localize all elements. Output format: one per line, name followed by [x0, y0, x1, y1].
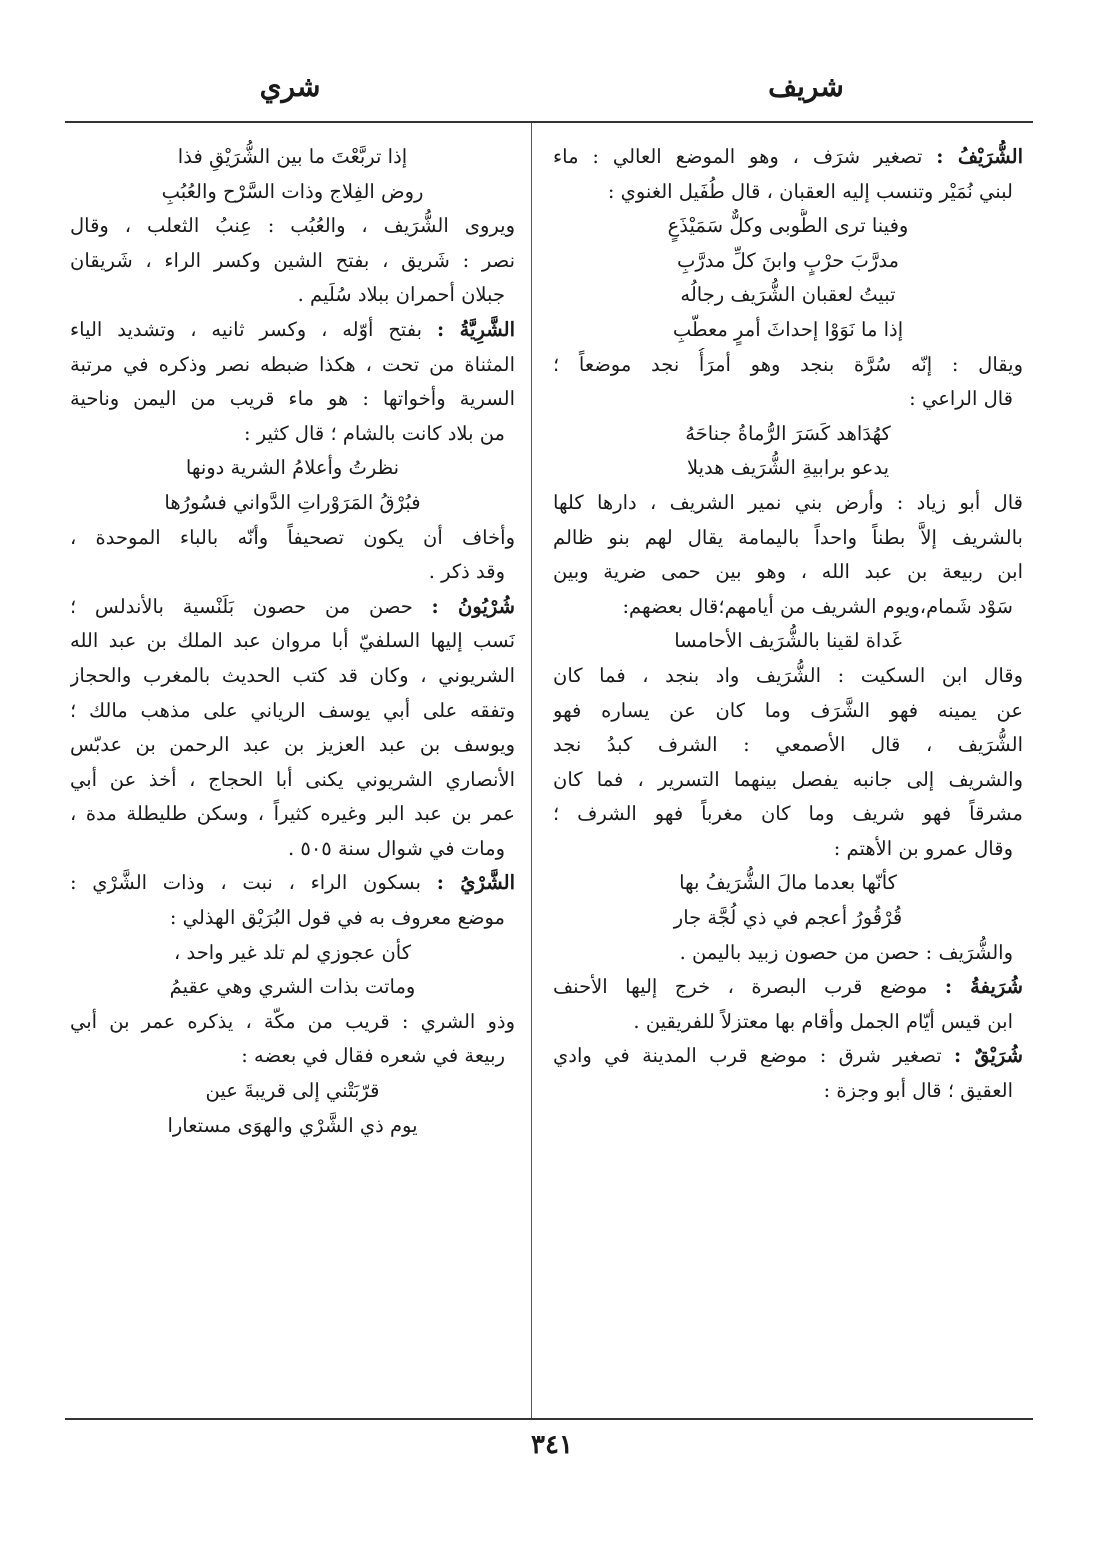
verse-line [70, 1109, 515, 1144]
line-text: الأنصاري الشريوني يكنى أبا الحجاج ، أخذ عن أبي [70, 767, 515, 791]
text-line [553, 832, 1023, 867]
line-text: وقال ابن السكيت : الشُّرَيف واد بنجد ، فما كان [553, 663, 1023, 687]
line-text: كهُدَاهد كَسَرَ الرُّماةُ جناحَهُ [685, 421, 891, 445]
line-text: تصغير شرَف ، وهو الموضع العالي : ماء [553, 145, 937, 168]
top-divider [65, 121, 1033, 123]
text-line [553, 382, 1023, 417]
line-text: قال أبو زياد : وأرض بني نمير الشريف ، دارها كلها [553, 490, 1023, 514]
line-text: وماتت بذات الشري وهي عقيمُ [169, 975, 416, 999]
verse-line [70, 936, 515, 971]
line-text: غَداة لقينا بالشُّرَيف الأحامسا [674, 629, 902, 653]
entry-headword: الشُّرَيْفُ : [936, 145, 1023, 168]
text-line [553, 348, 1023, 383]
verse-line [70, 486, 515, 521]
line-text: وقد ذكر . [428, 560, 505, 584]
line-text: والشُّرَيف : حصن من حصون زبيد باليمن . [679, 940, 1013, 964]
text-line [70, 521, 515, 556]
line-text: ومات في شوال سنة ٥٠٥ . [287, 836, 505, 860]
line-text: عمر بن عبد البر وغيره كثيراً ، وسكن طليطلة مدة ، [70, 802, 515, 826]
entry-line [70, 866, 515, 901]
line-text: روض الفِلاج وذات السَّرْح والعُبُبِ [161, 179, 424, 203]
entry-headword: الشَّرْيُ : [436, 871, 515, 895]
entry-line [553, 970, 1023, 1005]
text-line [553, 555, 1023, 590]
text-line [553, 659, 1023, 694]
text-line [553, 486, 1023, 521]
line-text: نظرتُ وأعلامُ الشرية دونها [185, 456, 400, 480]
line-text: إذا تربَّعْتَ ما بين الشُّرَيْقِ فذا [177, 145, 408, 168]
line-text: وفينا ترى الطُّوبى وكلٌّ سَمَيْذَعٍ [667, 214, 909, 238]
text-line [70, 382, 515, 417]
verse-line [553, 278, 1023, 313]
line-text: وأخاف أن يكون تصحيفاً وأنّه بالباء الموحدة ، [70, 525, 515, 549]
left-running-header: شري [259, 70, 321, 103]
line-text: فبُرْقُ المَرَوْراتِ الدَّواني فسُورُها [164, 490, 421, 514]
left-column [70, 140, 515, 1143]
line-text: مشرقاً فهو شريف وما كان مغرباً فهو الشرف ؛ [553, 802, 1023, 826]
entry-headword: شُرْيُونُ : [431, 594, 515, 618]
text-line [70, 624, 515, 659]
line-text: ربيعة في شعره فقال في بعضه : [241, 1044, 505, 1068]
line-text: بفتح أوّله ، وكسر ثانيه ، وتشديد الياء [70, 317, 437, 341]
bottom-divider [65, 1418, 1033, 1420]
line-text: نصر : شَريق ، بفتح الشين وكسر الراء ، شَريقان [70, 248, 515, 272]
text-line [553, 521, 1023, 556]
line-text: وذو الشري : قريب من مكّة ، يذكره عمر بن أبي [70, 1009, 515, 1033]
text-line [70, 659, 515, 694]
line-text: لبني نُمَيْر وتنسب إليه العقبان ، قال طُفَيل الغنوي : [607, 179, 1013, 203]
line-text: حصن من حصون بَلَنْسية بالأندلس ؛ [70, 594, 432, 618]
line-text: ويوسف بن عبد العزيز بن عبد الرحمن بن عدبّس [70, 733, 515, 757]
text-line [70, 555, 515, 590]
line-text: عن يمينه فهو الشَّرَف وما كان عن يساره فهو [553, 698, 1023, 722]
line-text: تبيتُ لعقبان الشُّرَيف رجالُه [680, 283, 896, 307]
verse-line [70, 140, 515, 175]
text-line [70, 348, 515, 383]
verse-line [553, 244, 1023, 279]
text-line [70, 832, 515, 867]
line-text: السرية وأخواتها : هو ماء قريب من اليمن وناحية [70, 387, 515, 411]
line-text: يوم ذي الشَّرْي والهوَى مستعارا [167, 1113, 418, 1137]
line-text: سَوْد شَمام،ويوم الشريف من أيامهم؛قال بعضهم: [622, 594, 1013, 618]
text-line [553, 797, 1023, 832]
line-text: كأن عجوزي لم تلد غير واحد ، [173, 940, 411, 964]
column-divider [531, 123, 532, 1418]
line-text: بسكون الراء ، نبت ، وذات الشَّرْي : [70, 871, 437, 895]
text-line [70, 1039, 515, 1074]
text-line [70, 278, 515, 313]
text-line [553, 936, 1023, 971]
line-text: جبلان أحمران ببلاد سُلَيم . [297, 283, 505, 307]
verse-line [553, 901, 1023, 936]
line-text: وتفقه على أبي يوسف الرياني على مذهب مالك ؛ [70, 698, 515, 722]
line-text: تصغير شرق : موضع قرب المدينة في وادي [553, 1044, 955, 1068]
verse-line [553, 451, 1023, 486]
text-line [70, 763, 515, 798]
line-text: من بلاد كانت بالشام ؛ قال كثير : [244, 421, 505, 445]
line-text: الشُّرَيف ، قال الأصمعي : الشرف كبدُ نجد [553, 733, 1023, 757]
text-line [553, 175, 1023, 210]
text-line [70, 694, 515, 729]
text-line [553, 763, 1023, 798]
line-text: وقال عمرو بن الأهتم : [833, 836, 1013, 860]
text-line [553, 1074, 1023, 1109]
text-line [70, 1005, 515, 1040]
line-text: نَسب إليها السلفيّ أبا مروان عبد الملك بن عبد الله [70, 629, 515, 653]
line-text: ويقال : إنّه سُرَّة بنجد وهو أمرَأُ نجد موضعاً ؛ [553, 352, 1023, 376]
text-line [70, 728, 515, 763]
line-text: ابن قيس أيّام الجمل وأقام بها معتزلاً للفريقين . [633, 1009, 1013, 1033]
entry-line [70, 313, 515, 348]
right-running-header: شريف [768, 70, 844, 103]
text-line [553, 590, 1023, 625]
verse-line [553, 866, 1023, 901]
line-text: قرّبَتْني إلى قريبةَ عين [205, 1079, 380, 1103]
verse-line [70, 175, 515, 210]
line-text: كأنّها بعدما مالَ الشُّرَيفُ بها [679, 871, 897, 895]
entry-line [553, 140, 1023, 175]
verse-line [553, 417, 1023, 452]
line-text: ويروى الشُّرَيف ، والعُبُب : عِنبُ الثعلب ، وقال [70, 214, 515, 238]
entry-headword: شُرَيْقٌ : [954, 1044, 1023, 1068]
line-text: موضع معروف به في قول البُرَيْق الهذلي : [169, 906, 505, 930]
verse-line [70, 1074, 515, 1109]
text-line [70, 209, 515, 244]
line-text: قُرْقُورُ أعجم في ذي لُجَّة جار [673, 906, 903, 930]
entry-line [553, 1039, 1023, 1074]
verse-line [553, 624, 1023, 659]
right-column [553, 140, 1023, 1109]
verse-line [70, 451, 515, 486]
line-text: المثناة من تحت ، هكذا ضبطه نصر وذكره في مرتبة [70, 352, 515, 376]
text-line [70, 244, 515, 279]
entry-headword: الشَّرِيَّةُ : [436, 317, 515, 341]
text-line [70, 901, 515, 936]
verse-line [553, 313, 1023, 348]
line-text: مدرَّبَ حرْبٍ وابنَ كلِّ مدرَّبِ [676, 248, 900, 272]
line-text: قال الراعي : [909, 387, 1013, 411]
text-line [553, 728, 1023, 763]
line-text: يدعو برابيةِ الشُّرَيف هديلا [686, 456, 890, 480]
text-line [70, 417, 515, 452]
line-text: موضع قرب البصرة ، خرج إليها الأحنف [553, 975, 945, 999]
line-text: الشريوني ، وكان قد كتب الحديث بالمغرب والحجاز [70, 663, 515, 687]
text-line [70, 797, 515, 832]
verse-line [70, 970, 515, 1005]
line-text: والشريف إلى جانبه يفصل بينهما التسرير ، فما كان [553, 767, 1023, 791]
line-text: ابن ربيعة بن عبد الله ، وهو بين حمى ضرية وبين [553, 560, 1023, 584]
text-line [553, 1005, 1023, 1040]
entry-headword: شُرَيفةُ : [944, 975, 1023, 999]
line-text: إذا ما نَوَوْا إحداثَ أمرٍ معطّبِ [672, 317, 904, 341]
verse-line [553, 209, 1023, 244]
page-number: ٣٤١ [531, 1430, 573, 1460]
line-text: بالشريف إلاَّ بطناً واحداً باليمامة يقال لهم بنو ظالم [553, 525, 1023, 549]
line-text: العقيق ؛ قال أبو وجزة : [823, 1079, 1013, 1103]
text-line [553, 694, 1023, 729]
entry-line [70, 590, 515, 625]
